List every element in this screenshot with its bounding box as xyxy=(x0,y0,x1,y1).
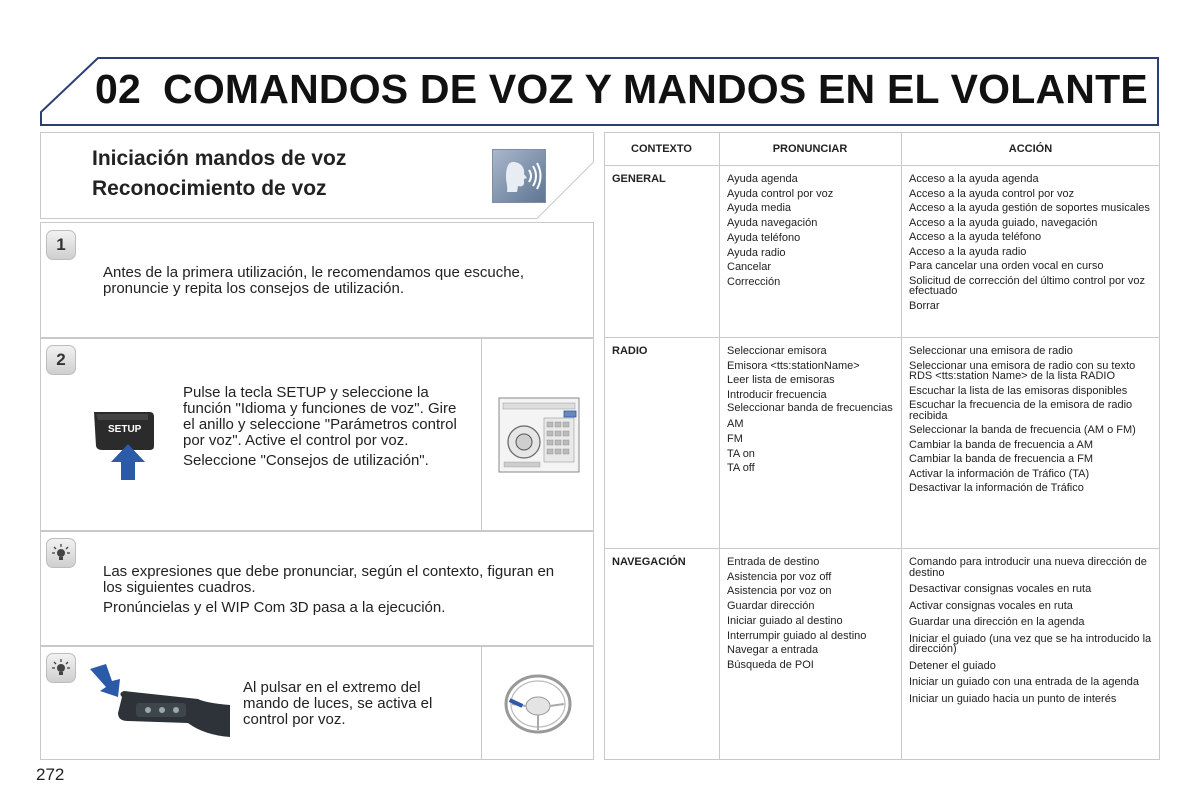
table-row-action-list xyxy=(909,557,1154,710)
step-1-number-badge: 1 xyxy=(46,230,76,260)
table-row-context: NAVEGACIÓN xyxy=(612,556,686,568)
list-item: Cancelar xyxy=(727,261,772,274)
table-header-action: ACCIÓN xyxy=(1008,143,1053,155)
table-row-divider xyxy=(604,165,1160,166)
table-column-divider xyxy=(719,132,720,760)
table-row-pronounce-list xyxy=(727,344,895,476)
tip-1-line-2: Pronúncielas y el WIP Com 3D pasa a la ejecución. xyxy=(103,599,446,616)
setup-button-label: SETUP xyxy=(108,424,142,435)
step-2-number-badge: 2 xyxy=(46,345,76,375)
list-item: Corrección xyxy=(727,275,781,288)
list-item: Emisora <tts:stationName> xyxy=(727,359,860,372)
page-number: 272 xyxy=(36,765,65,784)
setup-button-illustration xyxy=(88,408,158,478)
list-item: AM xyxy=(727,418,744,431)
table-row-pronounce-list xyxy=(727,555,897,673)
section-subtitle: Reconocimiento de voz xyxy=(92,177,327,200)
step-2-note: Seleccione "Consejos de utilización". xyxy=(183,452,429,469)
table-header-pronounce: PRONUNCIAR xyxy=(772,143,848,155)
chapter-number: 02 xyxy=(95,66,142,112)
table-header-context: CONTEXTO xyxy=(631,143,692,155)
list-item: Guardar una dirección en la agenda xyxy=(909,616,1085,628)
list-item: Acceso a la ayuda guiado, navegación xyxy=(909,216,1098,229)
light-stalk-illustration xyxy=(88,663,234,741)
list-item: Desactivar la información de Tráfico xyxy=(909,482,1084,494)
section-title: Iniciación mandos de voz xyxy=(92,147,347,170)
voice-recognition-icon xyxy=(492,149,546,203)
chapter-title xyxy=(95,66,1148,113)
list-item: Cambiar la banda de frecuencia a AM xyxy=(909,438,1094,451)
list-item: Activar consignas vocales en ruta xyxy=(909,599,1073,612)
list-item: Comando para introducir una nueva dirección de destino xyxy=(909,556,1147,579)
list-item: Navegar a entrada xyxy=(727,644,819,657)
list-item: Asistencia por voz off xyxy=(727,570,832,583)
tip-1-text xyxy=(103,564,573,616)
table-row-action-list xyxy=(909,346,1154,498)
table-row-divider xyxy=(604,337,1160,338)
list-item: Ayuda media xyxy=(727,202,792,215)
list-item: Acceso a la ayuda radio xyxy=(909,245,1027,258)
step-2-text xyxy=(183,385,468,469)
list-item: Búsqueda de POI xyxy=(727,658,814,671)
table-column-divider xyxy=(901,132,902,760)
list-item: Desactivar consignas vocales en ruta xyxy=(909,583,1092,595)
list-item: Seleccionar la banda de frecuencia (AM o FM) xyxy=(909,424,1136,436)
table-row-divider xyxy=(604,548,1160,549)
step-2-instruction: Pulse la tecla SETUP y seleccione la función "Idioma y funciones de voz". Gire el anillo y seleccione "Parámetros control por voz". Active el control por voz. xyxy=(183,384,457,449)
table-row-pronounce-list xyxy=(727,172,895,290)
list-item: Ayuda teléfono xyxy=(727,231,801,244)
list-item: Asistencia por voz on xyxy=(727,585,832,598)
list-item: TA off xyxy=(727,462,755,475)
list-item: Seleccionar emisora xyxy=(727,345,827,357)
list-item: Iniciar un guiado con una entrada de la agenda xyxy=(909,676,1139,688)
list-item: Guardar dirección xyxy=(727,600,815,613)
list-item: Ayuda agenda xyxy=(727,173,798,185)
list-item: Ayuda navegación xyxy=(727,217,818,230)
list-item: Acceso a la ayuda gestión de soportes musicales xyxy=(909,202,1150,214)
list-item: Escuchar la frecuencia de la emisora de radio recibida xyxy=(909,399,1133,422)
list-item: Seleccionar banda de frecuencias xyxy=(727,401,893,414)
list-item: Acceso a la ayuda agenda xyxy=(909,173,1039,185)
list-item: Acceso a la ayuda control por voz xyxy=(909,187,1075,200)
list-item: FM xyxy=(727,433,743,446)
tip-1-line-1: Las expresiones que debe pronunciar, según el contexto, figuran en los siguientes cuadros. xyxy=(103,563,555,596)
list-item: Iniciar el guiado (una vez que se ha introducido la dirección) xyxy=(909,632,1152,655)
list-item: Iniciar un guiado hacia un punto de interés xyxy=(909,692,1117,705)
list-item: Activar la información de Tráfico (TA) xyxy=(909,467,1090,480)
list-item: TA on xyxy=(727,447,755,460)
lightbulb-icon xyxy=(46,538,76,568)
list-item: Entrada de destino xyxy=(727,556,820,568)
list-item: Interrumpir guiado al destino xyxy=(727,629,867,642)
list-item: Ayuda radio xyxy=(727,246,786,259)
list-item: Iniciar guiado al destino xyxy=(727,614,843,627)
list-item: Ayuda control por voz xyxy=(727,187,834,200)
tip-2-text: Al pulsar en el extremo del mando de luces, se activa el control por voz. xyxy=(243,679,433,728)
list-item: Para cancelar una orden vocal en curso xyxy=(909,260,1104,272)
table-row-context: RADIO xyxy=(612,345,648,357)
steering-wheel-illustration xyxy=(481,646,594,760)
lightbulb-icon xyxy=(46,653,76,683)
list-item: Detener el guiado xyxy=(909,659,996,672)
list-item: Seleccionar una emisora de radio con su texto RDS <tts:station Name> de la lista RADIO xyxy=(909,359,1136,382)
list-item: Acceso a la ayuda teléfono xyxy=(909,231,1042,243)
table-row-action-list xyxy=(909,174,1154,315)
list-item: Leer lista de emisoras xyxy=(727,374,835,387)
chapter-title-text: COMANDOS DE VOZ Y MANDOS EN EL VOLANTE xyxy=(163,66,1148,112)
list-item: Escuchar la lista de las emisoras disponibles xyxy=(909,384,1128,397)
list-item: Seleccionar una emisora de radio xyxy=(909,345,1073,357)
list-item: Cambiar la banda de frecuencia a FM xyxy=(909,453,1094,465)
table-row-context: GENERAL xyxy=(612,173,666,185)
list-item: Solicitud de corrección del último control por voz efectuado xyxy=(909,274,1146,297)
list-item: Introducir frecuencia xyxy=(727,389,827,402)
list-item: Borrar xyxy=(909,299,940,312)
radio-unit-illustration xyxy=(481,338,594,531)
step-1-text: Antes de la primera utilización, le recomendamos que escuche, pronuncie y repita los consejos de utilización. xyxy=(103,264,525,297)
